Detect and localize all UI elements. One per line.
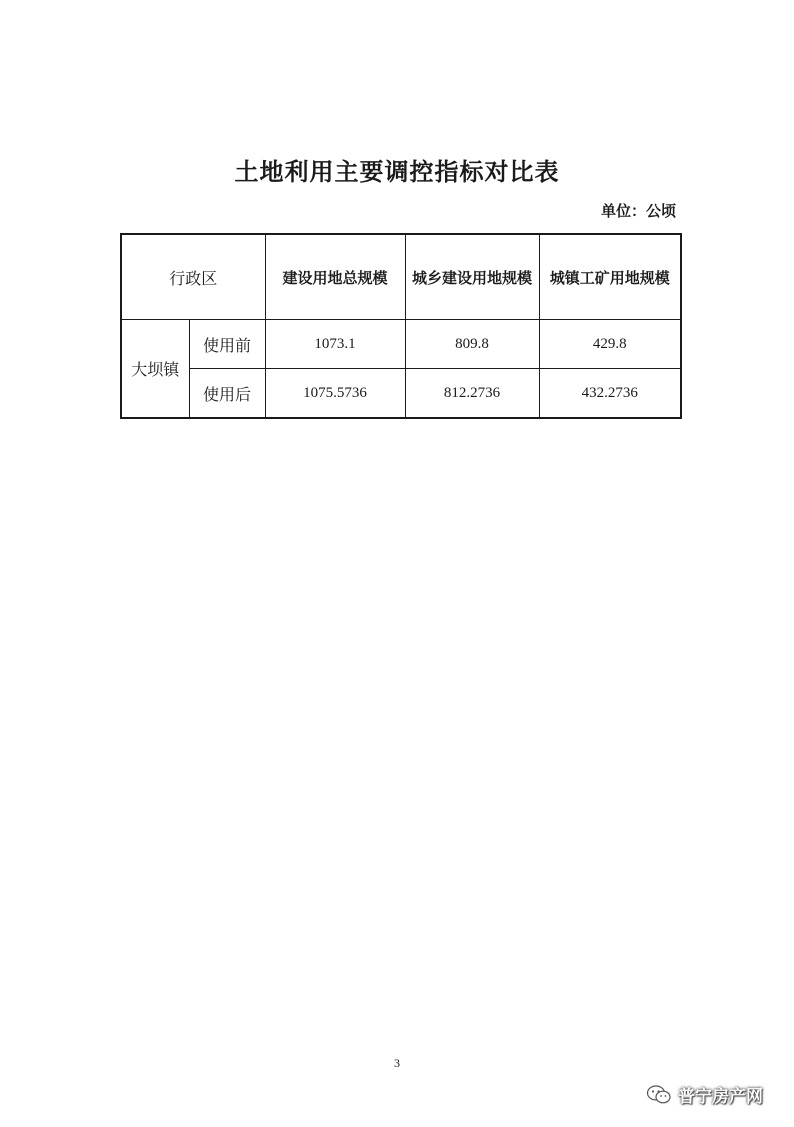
stage-cell: 使用前 [189, 320, 265, 369]
header-urban-rural-construction: 城乡建设用地规模 [405, 234, 539, 320]
total-construction-value: 1073.1 [265, 320, 405, 369]
comparison-table [120, 233, 682, 419]
header-urban-industrial-mining: 城镇工矿用地规模 [539, 234, 681, 320]
page-number: 3 [394, 1056, 400, 1070]
header-admin-region: 行政区 [121, 234, 265, 320]
table-header-row [121, 234, 681, 320]
urban-industrial-mining-value: 429.8 [539, 320, 681, 369]
table-row [121, 369, 681, 419]
town-cell: 大坝镇 [121, 320, 189, 419]
page-title: 土地利用主要调控指标对比表 [234, 157, 560, 186]
stage-cell: 使用后 [189, 369, 265, 419]
header-total-construction: 建设用地总规模 [265, 234, 405, 320]
urban-rural-construction-value: 812.2736 [405, 369, 539, 419]
wechat-icon [646, 1084, 672, 1106]
watermark [646, 1082, 763, 1107]
urban-industrial-mining-value: 432.2736 [539, 369, 681, 419]
unit-note: 单位：公顷 [600, 202, 676, 220]
watermark-text: 普宁房产网 [678, 1087, 763, 1107]
total-construction-value: 1075.5736 [265, 369, 405, 419]
table-row [121, 320, 681, 369]
urban-rural-construction-value: 809.8 [405, 320, 539, 369]
